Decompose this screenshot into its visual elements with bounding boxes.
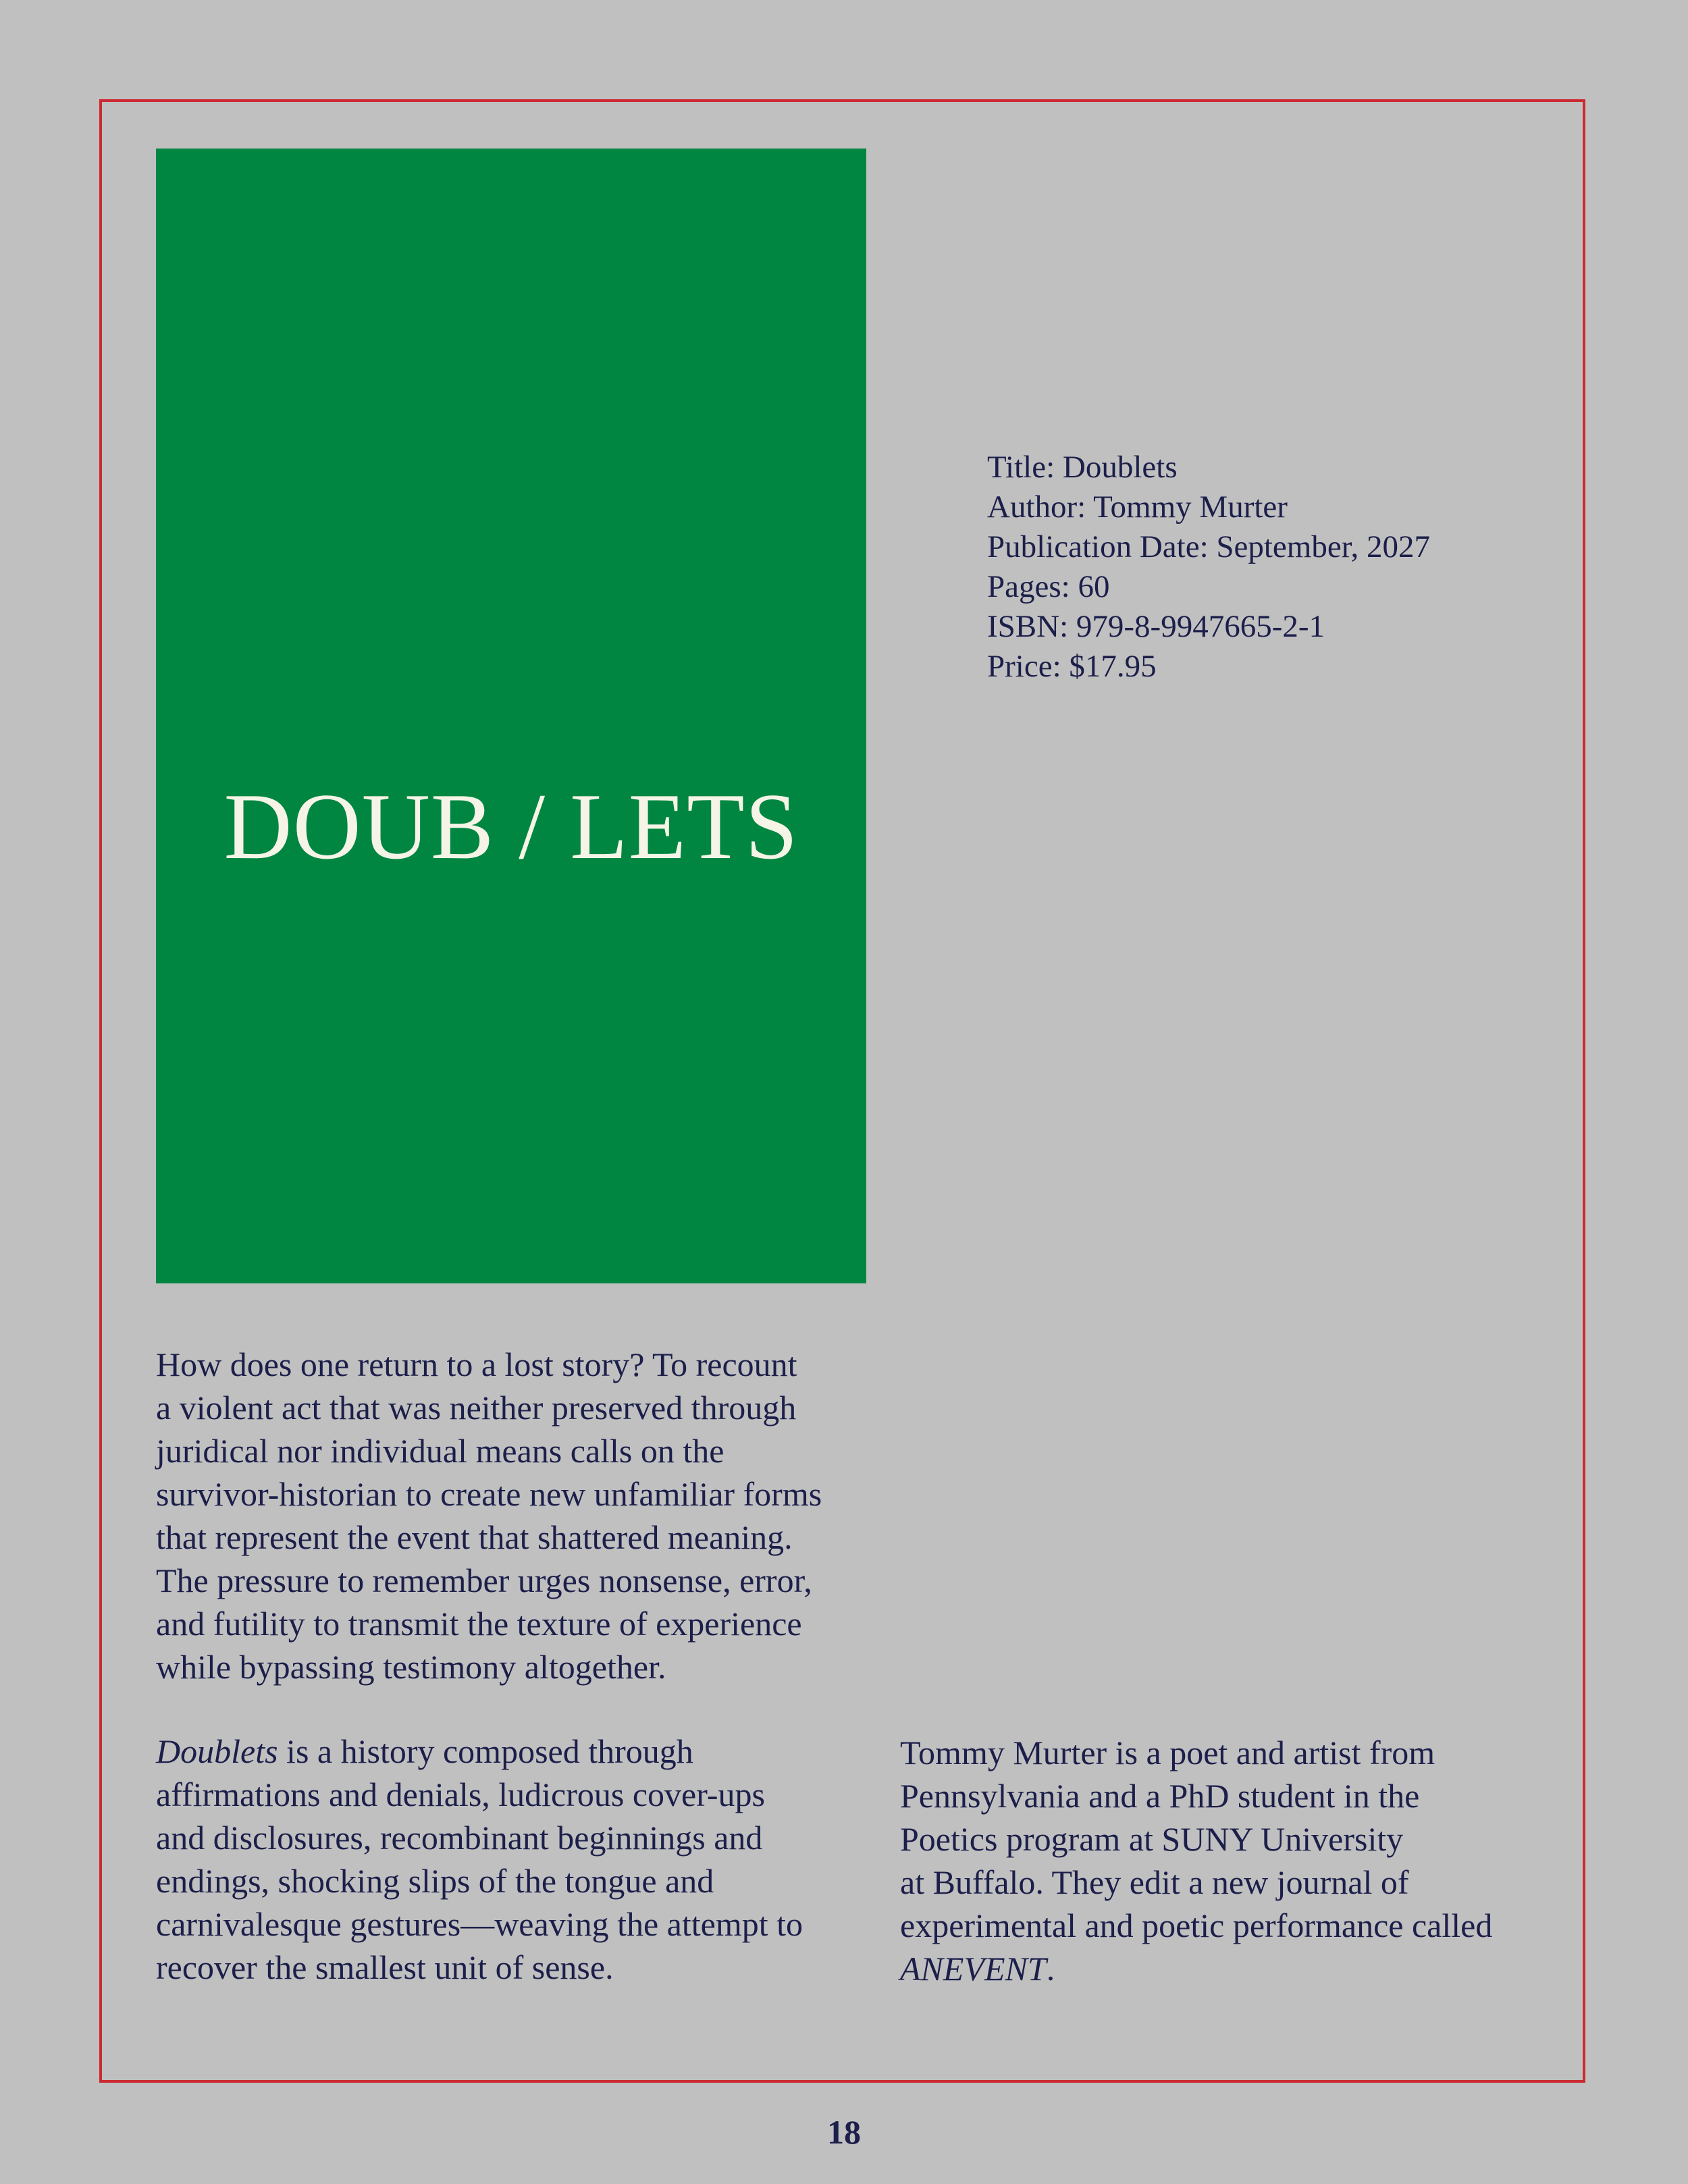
detail-title: Title: Doublets: [987, 450, 1178, 485]
text-line: endings, shocking slips of the tongue and: [156, 1862, 714, 1900]
detail-isbn: ISBN: 979-8-9947665-2-1: [987, 609, 1325, 644]
text-line: juridical nor individual means calls on the: [156, 1432, 724, 1470]
page-number: 18: [827, 2113, 861, 2151]
text-line: Tommy Murter is a poet and artist from: [900, 1734, 1435, 1772]
text-fragment: is a history composed through: [278, 1732, 693, 1770]
text-line: Poetics program at SUNY University: [900, 1820, 1404, 1858]
text-line: carnivalesque gestures—weaving the attempt to: [156, 1905, 803, 1943]
text-line: [900, 1947, 1492, 1990]
book-details: [987, 448, 1430, 687]
text-line: and disclosures, recombinant beginnings and: [156, 1819, 763, 1857]
text-line: a violent act that was neither preserved through: [156, 1389, 797, 1427]
journal-name-italic: ANEVENT: [900, 1950, 1047, 1988]
book-cover: [156, 149, 866, 1283]
text-line: recover the smallest unit of sense.: [156, 1948, 614, 1986]
text-line: survivor-historian to create new unfamiliar forms: [156, 1475, 822, 1513]
description-paragraph-2: [156, 1730, 803, 1989]
text-line: Pennsylvania and a PhD student in the: [900, 1777, 1420, 1815]
detail-publication-date: Publication Date: September, 2027: [987, 529, 1430, 564]
text-line: affirmations and denials, ludicrous cover-ups: [156, 1776, 766, 1813]
description-paragraph-1: [156, 1343, 822, 1688]
cover-title: DOUB / LETS: [223, 774, 799, 879]
text-line: and futility to transmit the texture of experience: [156, 1605, 802, 1643]
text-line: at Buffalo. They edit a new journal of: [900, 1863, 1409, 1901]
detail-author: Author: Tommy Murter: [987, 489, 1288, 525]
detail-price: Price: $17.95: [987, 649, 1157, 684]
text-line: while bypassing testimony altogether.: [156, 1648, 666, 1686]
text-line: experimental and poetic performance called: [900, 1907, 1493, 1944]
book-title-italic: Doublets: [156, 1732, 278, 1770]
author-bio: [900, 1731, 1492, 1990]
text-line: [156, 1730, 803, 1773]
detail-pages: Pages: 60: [987, 569, 1110, 604]
text-fragment: .: [1046, 1950, 1055, 1988]
text-line: The pressure to remember urges nonsense, error,: [156, 1562, 812, 1599]
text-line: that represent the event that shattered meaning.: [156, 1518, 793, 1556]
text-line: How does one return to a lost story? To recount: [156, 1346, 797, 1383]
